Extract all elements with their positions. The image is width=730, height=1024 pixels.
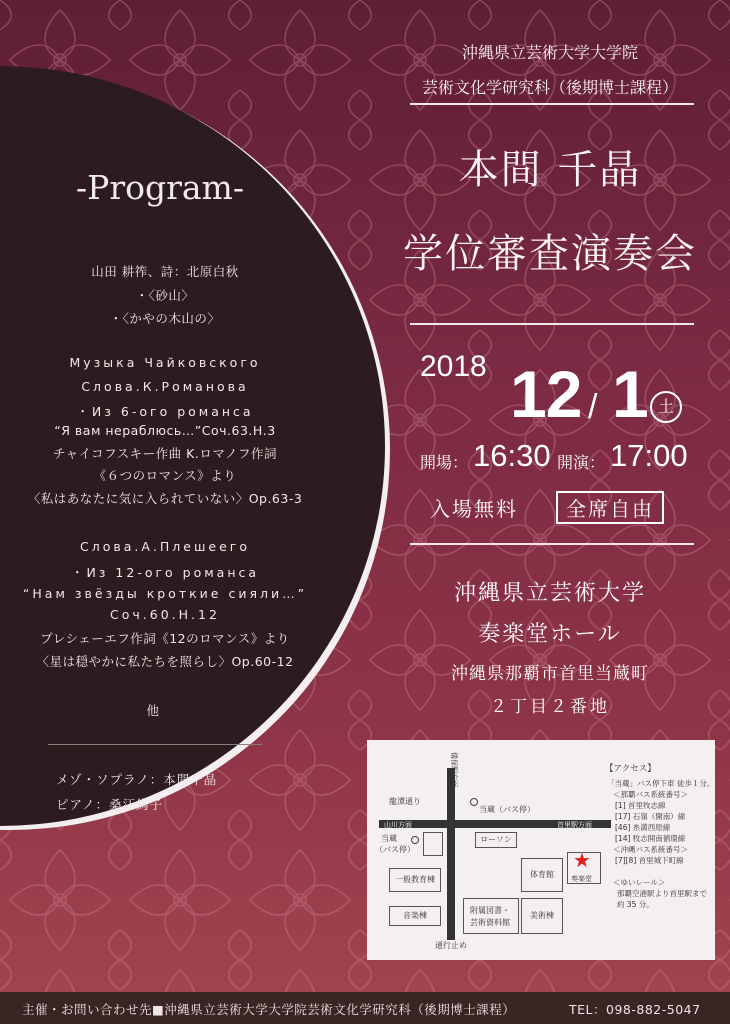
program-line: Музыка Чайковского (69, 355, 261, 370)
library-building (463, 898, 519, 934)
music-building: 音楽棟 (389, 906, 441, 926)
access-line: [14] 牧志開南循環線 (615, 834, 686, 843)
venue-address-2: ２丁目２番地 (490, 697, 610, 717)
open-time: 16:30 (473, 438, 551, 473)
library-label: 附属図書・ (470, 906, 510, 915)
access-line: 那覇空港駅より首里駅まで (617, 889, 707, 898)
access-line: ＜沖縄バス系統番号＞ (613, 845, 688, 854)
weekday-badge: 土 (650, 391, 682, 423)
bus-stop-icon (411, 836, 419, 844)
venue-name: 沖縄県立芸術大学 (453, 581, 646, 606)
open-label: 開場： (420, 453, 469, 472)
program-line: プレシェーエフ作詞《12のロマンス》より (40, 631, 290, 646)
start-label: 開演： (557, 453, 606, 472)
date-year: 2018 (420, 350, 487, 383)
access-map (367, 740, 715, 960)
program-line: ・〈砂山〉 (135, 288, 195, 303)
library-label-2: 芸術資料館 (470, 918, 510, 927)
access-line: [17] 石嶺（開南）線 (615, 812, 686, 821)
lawson-building: ローソン (475, 832, 517, 848)
divider (410, 543, 694, 545)
star-icon: ★ (573, 848, 591, 872)
department-name: 芸術文化学研究科（後期博士課程） (421, 78, 678, 97)
admission-free: 入場無料 (430, 497, 518, 521)
footer-bar (0, 992, 730, 1024)
bus-stop-left-label: 当蔵 (381, 834, 397, 843)
performer-mezzo: メゾ・ソプラノ：本間千晶 (56, 772, 218, 787)
bus-stop-icon (470, 798, 478, 806)
access-line: [1] 首里牧志線 (615, 801, 666, 810)
seating-badge: 全席自由 (556, 491, 664, 524)
west-label: 山川方面 (384, 821, 412, 829)
performer-name: 本間 千晶 (458, 147, 642, 193)
program-line: ・Из 12-ого романса (70, 565, 260, 580)
map-building (423, 832, 443, 856)
program-line: ・Из 6-ого романса (76, 404, 254, 419)
ryutan-label: 龍潭通り (389, 797, 421, 806)
art-building: 美術棟 (521, 898, 563, 934)
date-month: 12 (510, 357, 582, 431)
program-divider (48, 744, 262, 745)
venue-address-1: 沖縄県那覇市首里当蔵町 (451, 664, 649, 684)
bus-stop-label: 当蔵（バス停） (479, 805, 535, 814)
hall-label: 奏楽堂 (571, 875, 592, 883)
program-line: 他 (146, 703, 160, 718)
program-line: “Нам звёзды кроткие сияли…” (22, 586, 308, 601)
access-line: 「当蔵」バス停下車 徒歩１分。 (607, 779, 715, 788)
program-line: 山田 耕筰、詩：北原白秋 (91, 264, 239, 279)
event-title: 学位審査演奏会 (403, 231, 697, 277)
access-line: 約 35 分。 (617, 900, 654, 909)
no-entry-label: 通行止め (435, 941, 467, 950)
program-title: -Program- (75, 168, 244, 207)
general-building: 一般教育棟 (389, 868, 441, 892)
program-line: チャイコフスキー作曲 K.ロマノフ作詞 (53, 446, 277, 461)
access-line: [46] 糸満西原線 (615, 823, 671, 832)
start-time: 17:00 (610, 438, 688, 473)
footer-organizer: 主催・お問い合わせ先■沖縄県立芸術大学大学院芸術文化学研究科（後期博士課程） (22, 1002, 516, 1017)
access-line: ＜ゆいレール＞ (613, 878, 666, 887)
access-line: ＜那覇バス系統番号＞ (613, 790, 688, 799)
date-slash: / (588, 388, 598, 426)
bus-stop-left-label-2: （バス停） (375, 845, 415, 854)
program-line: Слова.К.Романова (81, 379, 249, 394)
program-line: 〈私はあなたに気に入られていない〉Op.63-3 (27, 491, 303, 506)
venue-hall: 奏楽堂ホール (478, 622, 622, 647)
gym-building: 体育館 (521, 858, 563, 892)
divider (410, 323, 694, 325)
divider (410, 103, 694, 105)
date-day: 1 (612, 357, 649, 431)
access-line: [7][8] 首里城下町線 (615, 856, 684, 865)
north-label: 儀保駅方面 (450, 752, 458, 787)
road-vertical (447, 768, 455, 940)
university-name: 沖縄県立芸術大学大学院 (461, 43, 638, 62)
program-line: Соч.60.Н.12 (110, 607, 220, 622)
east-label: 首里駅方面 (557, 821, 592, 829)
program-line: 《６つのロマンス》より (93, 468, 237, 483)
performer-piano: ピアノ：桑江絢子 (56, 797, 164, 812)
program-line: ・〈かやの木山の〉 (109, 311, 221, 326)
access-title: 【アクセス】 (605, 764, 656, 774)
program-line: “Я вам нераблюсь…”Соч.63.Н.3 (54, 423, 276, 438)
footer-tel: TEL：098-882-5047 (569, 1002, 701, 1017)
program-line: 〈星は穏やかに私たちを照らし〉Op.60-12 (36, 654, 294, 669)
program-line: Слова.А.Плешеего (79, 539, 250, 554)
